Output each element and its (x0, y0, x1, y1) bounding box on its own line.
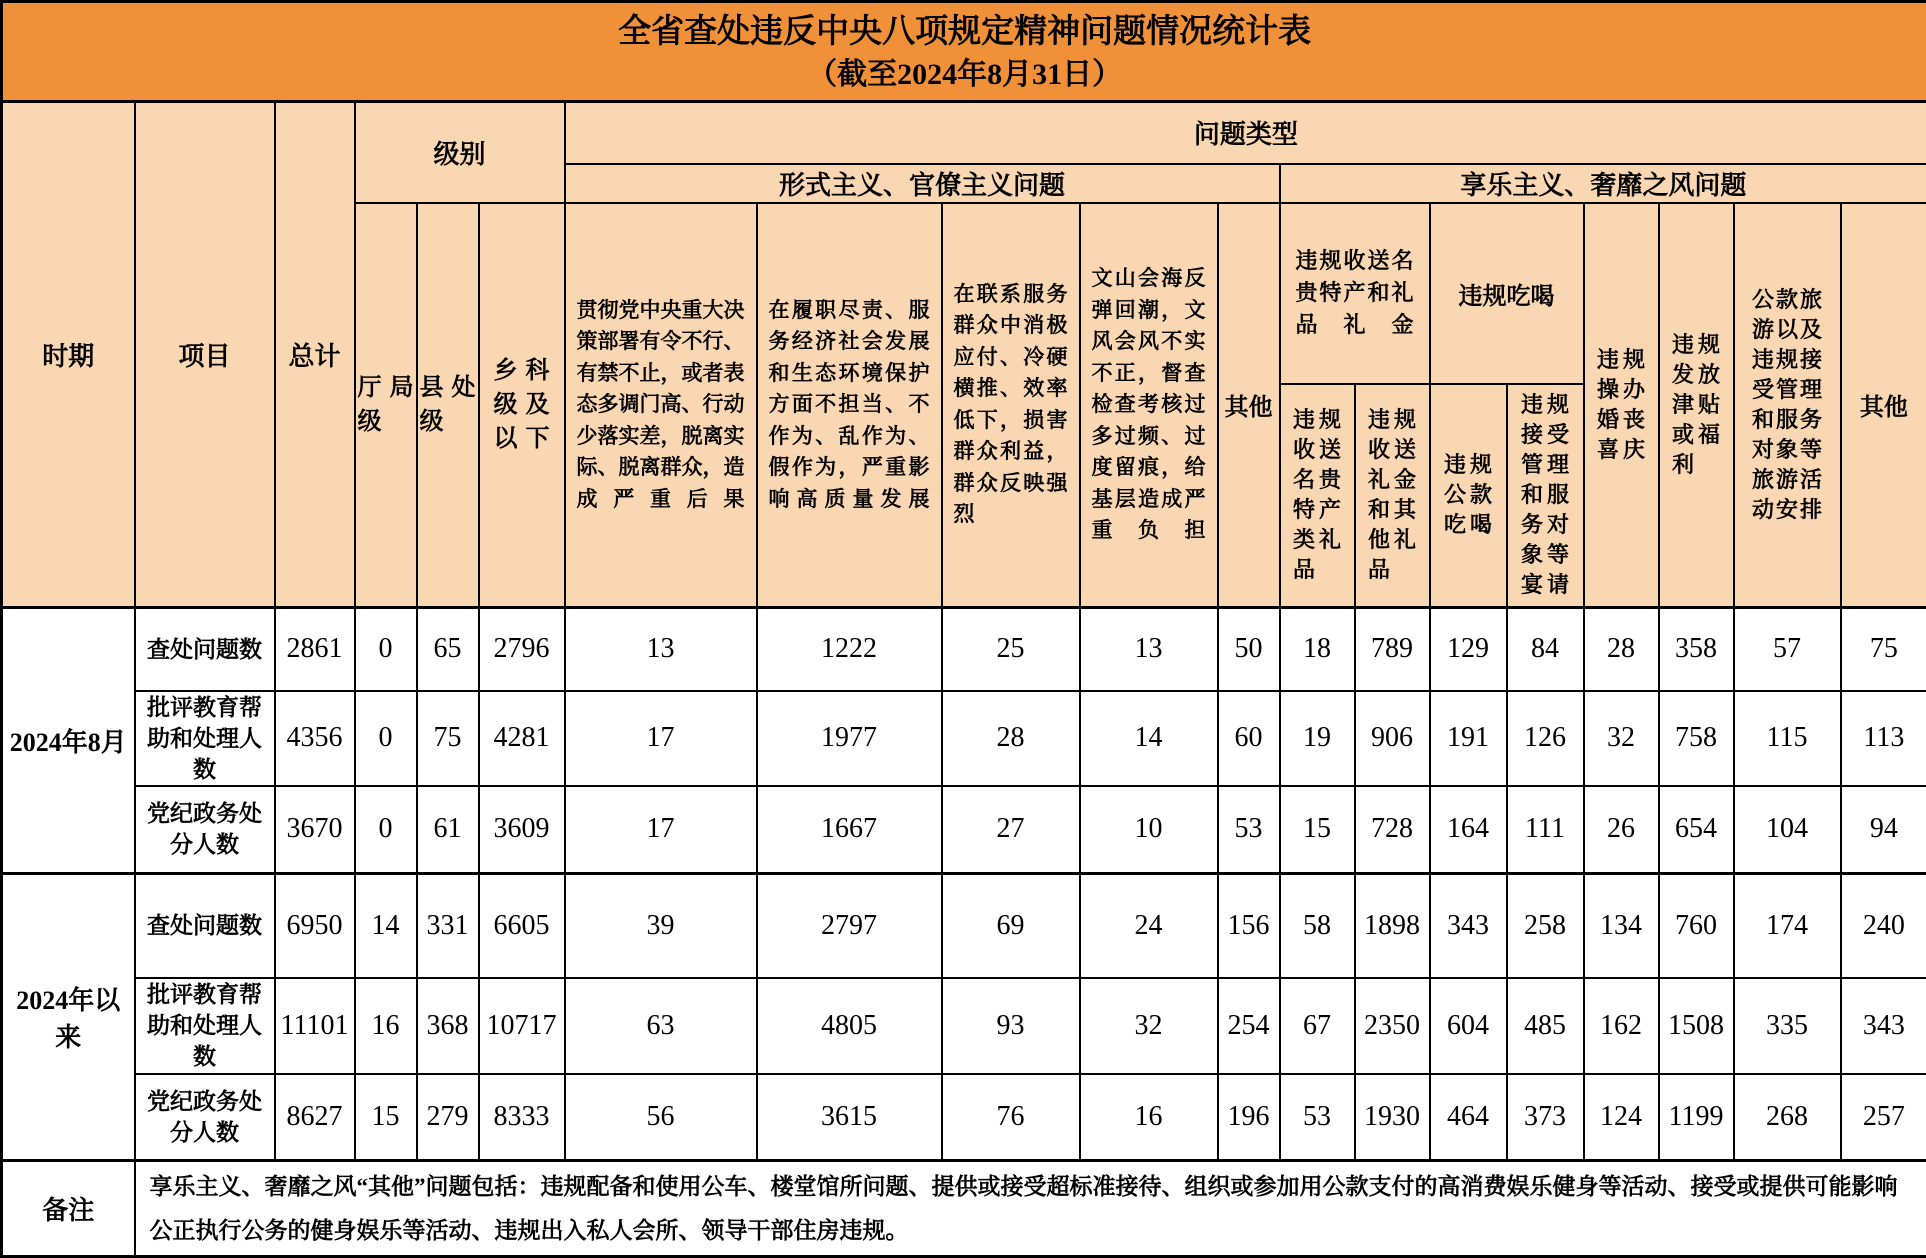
value-cell: 728 (1355, 786, 1430, 874)
value-cell: 129 (1430, 608, 1507, 691)
value-cell: 17 (565, 786, 757, 874)
value-cell: 115 (1734, 691, 1841, 786)
row-label: 批评教育帮助和处理人数 (135, 691, 275, 786)
value-cell: 53 (1218, 786, 1280, 874)
value-cell: 134 (1584, 874, 1659, 978)
title-line-1: 全省查处违反中央八项规定精神问题情况统计表 (5, 9, 1924, 55)
title-line-2: （截至2024年8月31日） (5, 55, 1924, 94)
value-cell: 26 (1584, 786, 1659, 874)
value-cell: 14 (355, 874, 417, 978)
value-cell: 343 (1841, 978, 1926, 1074)
value-cell: 0 (355, 786, 417, 874)
header-formalism-group: 形式主义、官僚主义问题 (565, 164, 1280, 203)
table-row (2, 978, 1926, 1074)
value-cell: 10717 (479, 978, 565, 1074)
value-cell: 15 (355, 1074, 417, 1161)
value-cell: 67 (1280, 978, 1355, 1074)
title-band (2, 2, 1926, 102)
value-cell: 76 (942, 1074, 1080, 1161)
value-cell: 485 (1507, 978, 1584, 1074)
period-cell: 2024年8月 (2, 608, 135, 874)
value-cell: 196 (1218, 1074, 1280, 1161)
value-cell: 60 (1218, 691, 1280, 786)
value-cell: 84 (1507, 608, 1584, 691)
value-cell: 18 (1280, 608, 1355, 691)
page-title (2, 2, 1926, 102)
value-cell: 126 (1507, 691, 1584, 786)
value-cell: 56 (565, 1074, 757, 1161)
value-cell: 1199 (1659, 1074, 1734, 1161)
value-cell: 13 (1080, 608, 1218, 691)
header-item: 项目 (135, 102, 275, 608)
value-cell: 4356 (275, 691, 355, 786)
header-hedonism-col-weddings: 违规操办婚丧喜庆 (1584, 203, 1659, 608)
value-cell: 16 (1080, 1074, 1218, 1161)
header-hedonism-col-allowances: 违规发放津贴或福利 (1659, 203, 1734, 608)
value-cell: 75 (1841, 608, 1926, 691)
value-cell: 0 (355, 691, 417, 786)
value-cell: 6950 (275, 874, 355, 978)
value-cell: 4281 (479, 691, 565, 786)
value-cell: 268 (1734, 1074, 1841, 1161)
value-cell: 61 (417, 786, 479, 874)
value-cell: 32 (1584, 691, 1659, 786)
value-cell: 6605 (479, 874, 565, 978)
value-cell: 156 (1218, 874, 1280, 978)
header-formalism-col-duty: 在履职尽责、服务经济社会发展和生态环境保护方面不担当、不作为、乱作为、假作为，严重影响高质量发展 (757, 203, 942, 608)
value-cell: 1508 (1659, 978, 1734, 1074)
value-cell: 57 (1734, 608, 1841, 691)
value-cell: 3615 (757, 1074, 942, 1161)
value-cell: 24 (1080, 874, 1218, 978)
table-row (2, 691, 1926, 786)
value-cell: 25 (942, 608, 1080, 691)
value-cell: 2350 (1355, 978, 1430, 1074)
header-row-problem-type (2, 102, 1926, 164)
header-level-xiangke: 乡科级及以下 (479, 203, 565, 608)
value-cell: 27 (942, 786, 1080, 874)
remark-text: 享乐主义、奢靡之风“其他”问题包括：违规配备和使用公车、楼堂馆所问题、提供或接受超标准接待、组织或参加用公款支付的高消费娱乐健身等活动、接受或提供可能影响公正执行公务的健身娱乐等活动、违规出入私人会所、领导干部住房违规。 (135, 1161, 1926, 1257)
value-cell: 4805 (757, 978, 942, 1074)
header-hedonism-group: 享乐主义、奢靡之风问题 (1280, 164, 1926, 203)
value-cell: 343 (1430, 874, 1507, 978)
value-cell: 69 (942, 874, 1080, 978)
header-hedonism-col-travel: 公款旅游以及违规接受管理和服务对象等旅游活动安排 (1734, 203, 1841, 608)
value-cell: 93 (942, 978, 1080, 1074)
value-cell: 758 (1659, 691, 1734, 786)
value-cell: 254 (1218, 978, 1280, 1074)
value-cell: 11101 (275, 978, 355, 1074)
value-cell: 28 (1584, 608, 1659, 691)
header-hedonism-col-specialty-gifts: 违规收送名贵特产类礼品 (1280, 384, 1355, 608)
value-cell: 50 (1218, 608, 1280, 691)
remark-row (2, 1161, 1926, 1257)
value-cell: 13 (565, 608, 757, 691)
table-row (2, 874, 1926, 978)
value-cell: 111 (1507, 786, 1584, 874)
header-formalism-col-masses: 在联系服务群众中消极应付、冷硬横推、效率低下，损害群众利益，群众反映强烈 (942, 203, 1080, 608)
value-cell: 358 (1659, 608, 1734, 691)
value-cell: 2797 (757, 874, 942, 978)
value-cell: 240 (1841, 874, 1926, 978)
value-cell: 113 (1841, 691, 1926, 786)
value-cell: 464 (1430, 1074, 1507, 1161)
value-cell: 94 (1841, 786, 1926, 874)
value-cell: 1977 (757, 691, 942, 786)
header-hedonism-col-cash-gifts: 违规收送礼金和其他礼品 (1355, 384, 1430, 608)
header-level-tingju: 厅局级 (355, 203, 417, 608)
value-cell: 1898 (1355, 874, 1430, 978)
header-formalism-col-decisions: 贯彻党中央重大决策部署有令不行、有禁不止，或者表态多调门高、行动少落实差，脱离实际、脱离群众，造成严重后果 (565, 203, 757, 608)
value-cell: 373 (1507, 1074, 1584, 1161)
header-level-group: 级别 (355, 102, 565, 203)
header-level-xianchu: 县处级 (417, 203, 479, 608)
value-cell: 335 (1734, 978, 1841, 1074)
value-cell: 58 (1280, 874, 1355, 978)
header-formalism-col-other: 其他 (1218, 203, 1280, 608)
value-cell: 32 (1080, 978, 1218, 1074)
value-cell: 2861 (275, 608, 355, 691)
remark-label: 备注 (2, 1161, 135, 1257)
value-cell: 15 (1280, 786, 1355, 874)
value-cell: 0 (355, 608, 417, 691)
value-cell: 789 (1355, 608, 1430, 691)
value-cell: 3670 (275, 786, 355, 874)
value-cell: 14 (1080, 691, 1218, 786)
value-cell: 104 (1734, 786, 1841, 874)
value-cell: 1222 (757, 608, 942, 691)
value-cell: 258 (1507, 874, 1584, 978)
value-cell: 191 (1430, 691, 1507, 786)
value-cell: 8333 (479, 1074, 565, 1161)
row-label: 查处问题数 (135, 874, 275, 978)
value-cell: 162 (1584, 978, 1659, 1074)
row-label: 党纪政务处分人数 (135, 1074, 275, 1161)
value-cell: 63 (565, 978, 757, 1074)
header-hedonism-col-banquets: 违规接受管理和服务对象等宴请 (1507, 384, 1584, 608)
header-gifts-group: 违规收送名贵特产和礼品礼金 (1280, 203, 1430, 384)
value-cell: 1930 (1355, 1074, 1430, 1161)
value-cell: 65 (417, 608, 479, 691)
value-cell: 124 (1584, 1074, 1659, 1161)
header-eat-drink-group: 违规吃喝 (1430, 203, 1584, 384)
row-label: 查处问题数 (135, 608, 275, 691)
value-cell: 164 (1430, 786, 1507, 874)
value-cell: 368 (417, 978, 479, 1074)
value-cell: 28 (942, 691, 1080, 786)
period-cell: 2024年以来 (2, 874, 135, 1161)
value-cell: 10 (1080, 786, 1218, 874)
header-period: 时期 (2, 102, 135, 608)
value-cell: 8627 (275, 1074, 355, 1161)
value-cell: 16 (355, 978, 417, 1074)
header-hedonism-col-public-funds-dining: 违规公款吃喝 (1430, 384, 1507, 608)
value-cell: 3609 (479, 786, 565, 874)
header-total: 总计 (275, 102, 355, 608)
value-cell: 257 (1841, 1074, 1926, 1161)
table-row (2, 786, 1926, 874)
value-cell: 75 (417, 691, 479, 786)
value-cell: 17 (565, 691, 757, 786)
value-cell: 2796 (479, 608, 565, 691)
table-row (2, 608, 1926, 691)
table-row (2, 1074, 1926, 1161)
value-cell: 604 (1430, 978, 1507, 1074)
row-label: 批评教育帮助和处理人数 (135, 978, 275, 1074)
value-cell: 279 (417, 1074, 479, 1161)
value-cell: 19 (1280, 691, 1355, 786)
value-cell: 331 (417, 874, 479, 978)
header-problem-type-group: 问题类型 (565, 102, 1926, 164)
header-hedonism-col-other: 其他 (1841, 203, 1926, 608)
value-cell: 1667 (757, 786, 942, 874)
value-cell: 654 (1659, 786, 1734, 874)
value-cell: 39 (565, 874, 757, 978)
value-cell: 906 (1355, 691, 1430, 786)
value-cell: 53 (1280, 1074, 1355, 1161)
value-cell: 760 (1659, 874, 1734, 978)
header-formalism-col-meetings: 文山会海反弹回潮，文风会风不实不正，督查检查考核过多过频、过度留痕，给基层造成严重负担 (1080, 203, 1218, 608)
row-label: 党纪政务处分人数 (135, 786, 275, 874)
value-cell: 174 (1734, 874, 1841, 978)
